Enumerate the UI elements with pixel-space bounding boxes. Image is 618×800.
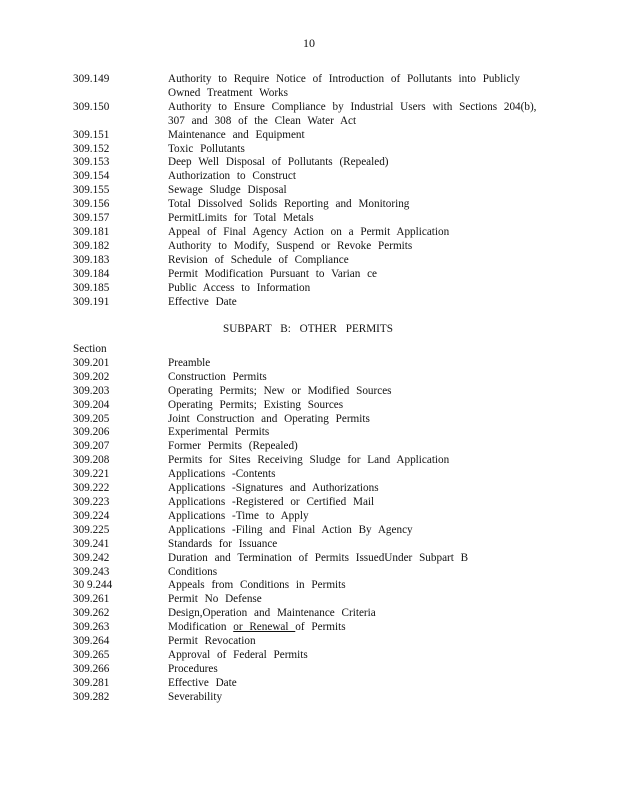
- section-number: 309.153: [73, 156, 110, 169]
- section-row: [73, 510, 543, 524]
- section-number: 309.152: [73, 142, 110, 155]
- section-number: 309.223: [73, 495, 110, 508]
- section-row: [73, 198, 543, 212]
- section-title: Deep Well Disposal of Pollutants (Repealed): [168, 156, 389, 169]
- section-number: 30 9.244: [73, 579, 113, 592]
- section-row: [73, 621, 543, 635]
- section-row: [73, 184, 543, 198]
- section-row: [73, 156, 543, 170]
- section-row: [73, 73, 543, 101]
- section-number: 309.264: [73, 635, 110, 648]
- section-title: Effective Date: [168, 295, 237, 308]
- section-row: [73, 129, 543, 143]
- section-number: 309.202: [73, 370, 110, 383]
- underlined-text: or Renewal: [233, 621, 296, 634]
- subpart-a-section-list: [73, 73, 543, 309]
- section-title: Applications -Registered or Certified Mail: [168, 495, 375, 508]
- section-number: 309.241: [73, 537, 110, 550]
- section-title: Applications -Filing and Final Action By Agency: [168, 523, 413, 536]
- section-title: Authority to Ensure Compliance by Industrial Users with Sections 204(b), 307 and 308 of the Clean Water Act: [168, 100, 537, 127]
- section-number: 309.261: [73, 593, 110, 606]
- section-row: [73, 663, 543, 677]
- section-number: 309.151: [73, 128, 110, 141]
- section-row: [73, 454, 543, 468]
- section-title: Joint Construction and Operating Permits: [168, 412, 370, 425]
- section-row: [73, 566, 543, 580]
- page-number: 10: [303, 36, 315, 50]
- section-row: [73, 552, 543, 566]
- section-number: 309.208: [73, 454, 110, 467]
- section-title: Applications -Contents: [168, 468, 276, 481]
- section-title: Appeals from Conditions in Permits: [168, 579, 346, 592]
- section-number: 309.207: [73, 440, 110, 453]
- section-title: Design,Operation and Maintenance Criteria: [168, 607, 376, 620]
- section-title: Public Access to Information: [168, 281, 311, 294]
- section-row: [73, 579, 543, 593]
- section-row: [73, 691, 543, 705]
- section-row: [73, 143, 543, 157]
- section-title: Experimental Permits: [168, 426, 270, 439]
- section-title: Revision of Schedule of Compliance: [168, 253, 349, 266]
- section-row: [73, 482, 543, 496]
- section-title: Procedures: [168, 662, 218, 675]
- section-number: 309.154: [73, 170, 110, 183]
- section-row: [73, 240, 543, 254]
- section-number: 309.201: [73, 356, 110, 369]
- section-number: 309.225: [73, 523, 110, 536]
- section-column-label: Section: [73, 343, 107, 355]
- section-row: [73, 268, 543, 282]
- section-row: [73, 101, 543, 129]
- section-row: [73, 607, 543, 621]
- section-number: 309.242: [73, 551, 110, 564]
- section-row: [73, 426, 543, 440]
- section-title: Authority to Modify, Suspend or Revoke Permits: [168, 239, 413, 252]
- section-number: 309.204: [73, 398, 110, 411]
- section-title: Former Permits (Repealed): [168, 440, 298, 453]
- section-title: Appeal of Final Agency Action on a Permit Application: [168, 225, 450, 238]
- section-number: 309.221: [73, 468, 110, 481]
- section-title: Severability: [168, 690, 223, 703]
- section-number: 309.184: [73, 267, 110, 280]
- section-number: 309.156: [73, 198, 110, 211]
- section-row: [73, 413, 543, 427]
- section-title: Permit Revocation: [168, 635, 256, 648]
- section-title: Operating Permits; New or Modified Sources: [168, 384, 392, 397]
- section-title: Sewage Sludge Disposal: [168, 184, 287, 197]
- section-row: [73, 593, 543, 607]
- section-row: [73, 170, 543, 184]
- section-row: [73, 212, 543, 226]
- section-number: 309.203: [73, 384, 110, 397]
- subpart-heading: SUBPART B: OTHER PERMITS: [223, 323, 393, 335]
- section-number: 309.183: [73, 253, 110, 266]
- section-row: [73, 357, 543, 371]
- section-row: [73, 385, 543, 399]
- section-title: Maintenance and Equipment: [168, 128, 305, 141]
- section-row: [73, 538, 543, 552]
- section-title: Duration and Termination of Permits IssuedUnder Subpart B: [168, 551, 469, 564]
- subpart-b-section-list: [73, 322, 543, 705]
- section-number: 309.281: [73, 676, 110, 689]
- section-title: Authority to Require Notice of Introduction of Pollutants into Publicly Owned Treatment Works: [168, 73, 521, 99]
- section-row: [73, 226, 543, 240]
- section-number: 309.181: [73, 225, 110, 238]
- section-number: 309.265: [73, 648, 110, 661]
- section-number: 309.224: [73, 509, 110, 522]
- section-title: Preamble: [168, 356, 211, 369]
- section-title: Permit No Defense: [168, 593, 262, 606]
- section-number: 309.155: [73, 184, 110, 197]
- section-title: Conditions: [168, 565, 218, 578]
- section-row: [73, 296, 543, 310]
- section-row: [73, 635, 543, 649]
- section-number: 309.243: [73, 565, 110, 578]
- section-row: [73, 496, 543, 510]
- section-title: Approval of Federal Permits: [168, 648, 308, 661]
- section-number: 309.222: [73, 482, 110, 495]
- section-row: [73, 524, 543, 538]
- section-number: 309.262: [73, 607, 110, 620]
- section-title: Operating Permits; Existing Sources: [168, 398, 344, 411]
- section-row: [73, 254, 543, 268]
- section-row: [73, 440, 543, 454]
- section-number: 309.205: [73, 412, 110, 425]
- section-number: 309.157: [73, 212, 110, 225]
- section-number: 309.282: [73, 690, 110, 703]
- section-title: Modification or Renewal of Permits: [168, 621, 346, 634]
- section-number: 309.150: [73, 100, 110, 113]
- section-title: Permit Modification Pursuant to Varian ce: [168, 267, 378, 280]
- section-number: 309.206: [73, 426, 110, 439]
- section-title: Toxic Pollutants: [168, 142, 245, 155]
- section-row: [73, 677, 543, 691]
- section-number: 309.185: [73, 281, 110, 294]
- section-number: 309.191: [73, 295, 110, 308]
- section-title: Standards for Issuance: [168, 537, 278, 550]
- section-title: Effective Date: [168, 676, 237, 689]
- section-number: 309.149: [73, 73, 110, 85]
- section-number: 309.266: [73, 662, 110, 675]
- section-title: Applications -Signatures and Authorizations: [168, 482, 379, 495]
- section-number: 309.182: [73, 239, 110, 252]
- section-row: [73, 399, 543, 413]
- section-title: PermitLimits for Total Metals: [168, 212, 314, 225]
- section-row: [73, 649, 543, 663]
- section-title: Total Dissolved Solids Reporting and Monitoring: [168, 198, 410, 211]
- section-title: Construction Permits: [168, 370, 267, 383]
- section-title: Permits for Sites Receiving Sludge for Land Application: [168, 454, 450, 467]
- section-number: 309.263: [73, 621, 110, 634]
- section-row: [73, 282, 543, 296]
- section-row: [73, 371, 543, 385]
- section-title: Applications -Time to Apply: [168, 509, 309, 522]
- section-title: Authorization to Construct: [168, 170, 296, 183]
- section-row: [73, 468, 543, 482]
